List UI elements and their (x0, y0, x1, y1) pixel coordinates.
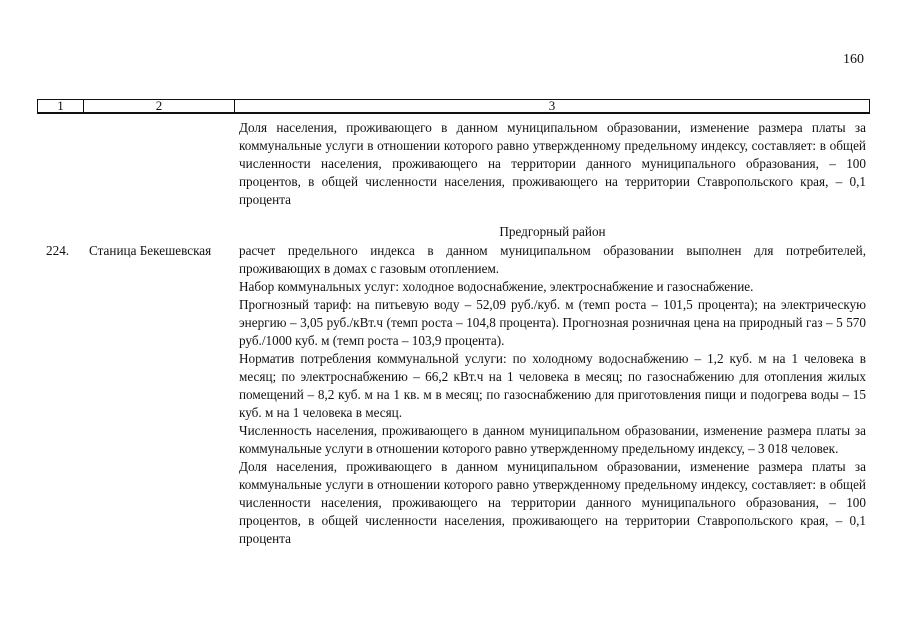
district-heading: Предгорный район (499, 224, 606, 239)
continuation-text (239, 119, 866, 209)
entry-number: 224. (46, 243, 70, 258)
page-number: 160 (843, 52, 864, 67)
column-header-1: 1 (38, 100, 84, 112)
continuation-paragraph: Доля населения, проживающего в данном муниципальном образовании, изменение размера платы за коммунальные услуги в отношении которого равно утвержденному предельному индексу, составляет: в общей численности населения, проживающего на территории данного муниципального образования, – 100 процентов, в общей численности населения, проживающего на территории Ставропольского края, – 0,1 процента (239, 120, 866, 207)
entry-paragraph-services: Набор коммунальных услуг: холодное водоснабжение, электроснабжение и газоснабжение. (239, 279, 754, 294)
entry-name: Станица Бекешевская (89, 243, 212, 258)
entry-paragraph-share: Доля населения, проживающего в данном муниципальном образовании, изменение размера платы за коммунальные услуги в отношении которого равно утвержденному предельному индексу, составляет: в общей численности населения, проживающего на территории данного муниципального образования, – 100 процентов, в общей численности населения, проживающего на территории Ставропольского края, – 0,1 процента (239, 459, 866, 546)
entry-text (239, 242, 866, 548)
column-header-row (37, 99, 870, 114)
column-header-2: 2 (84, 100, 235, 112)
column-header-3: 3 (548, 98, 556, 113)
entry-paragraph-tariff: Прогнозный тариф: на питьевую воду – 52,09 руб./куб. м (темп роста – 101,5 процента); на электрическую энергию – 3,05 руб./кВт.ч (темп роста – 104,8 процента). Прогнозная розничная цена на природный газ – 5 570 руб./1000 куб. м (темп роста – 103,9 процента). (239, 297, 866, 348)
entry-paragraph-scope: расчет предельного индекса в данном муниципальном образовании выполнен для потребителей, проживающих в домах с газовым отоплением. (239, 243, 866, 276)
entry-paragraph-population: Численность населения, проживающего в данном муниципальном образовании, изменение размера платы за коммунальные услуги в отношении которого равно утвержденному предельному индексу, – 3 018 человек. (239, 423, 866, 456)
entry-paragraph-norm: Норматив потребления коммунальной услуги: по холодному водоснабжению – 1,2 куб. м на 1 человека в месяц; по электроснабжению – 66,2 кВт.ч на 1 человека в месяц; по газоснабжению для отопления жилых помещений – 8,2 куб. м на 1 кв. м в месяц; по газоснабжению для приготовления пищи и подогрева воды – 15 куб. м на 1 человека в месяц. (239, 351, 866, 420)
